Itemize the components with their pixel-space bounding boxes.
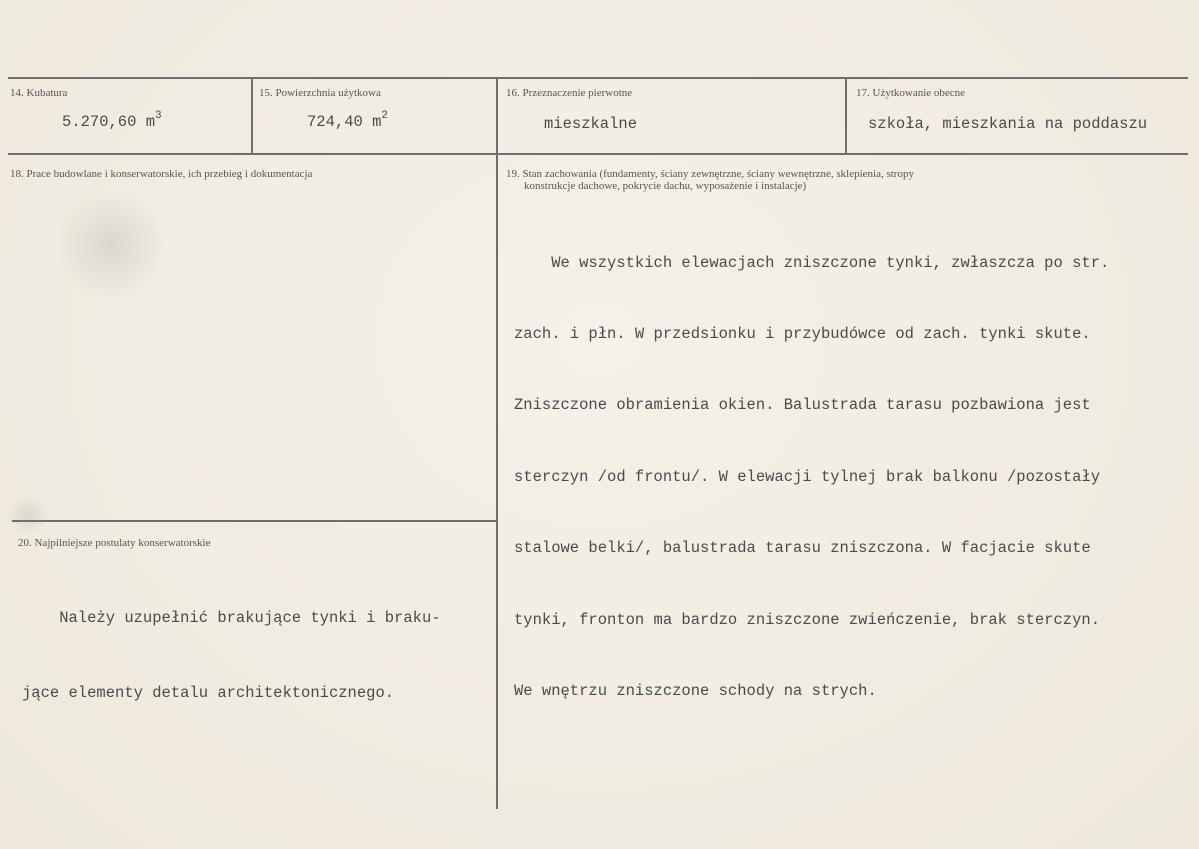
unit-exponent: 3 <box>155 110 162 122</box>
field-14-label: 14. Kubatura <box>10 87 68 99</box>
text-line: sterczyn /od frontu/. W elewacji tylnej brak balkonu /pozostały <box>514 467 1100 486</box>
col-divider <box>496 78 498 809</box>
text-line: Zniszczone obramienia okien. Balustrada tarasu pozbawiona jest <box>514 396 1091 415</box>
text-line: stalowe belki/, balustrada tarasu zniszczona. W facjacie skute <box>514 539 1091 558</box>
field-19-label-line1: 19. Stan zachowania (fundamenty, ściany zewnętrzne, ściany wewnętrzne, sklepienia, stropy <box>506 168 914 180</box>
top-rule <box>8 77 1188 79</box>
col-divider <box>845 78 847 154</box>
row-rule <box>8 153 1188 155</box>
field-14-value <box>62 112 162 131</box>
section-rule <box>12 520 497 522</box>
field-20-text <box>22 556 441 756</box>
area-value: 724,40 m <box>307 113 382 132</box>
text-line: Należy uzupełnić brakujące tynki i braku- <box>22 609 441 627</box>
field-19-label-line2: konstrukcje dachowe, pokrycie dachu, wyposażenie i instalacje) <box>524 180 807 192</box>
kubatura-value: 5.270,60 m <box>62 113 156 132</box>
text-line: We wszystkich elewacjach zniszczone tynki, zwłaszcza po str. <box>514 253 1110 272</box>
unit-exponent: 2 <box>381 110 389 122</box>
col-divider <box>251 78 253 154</box>
field-16-label: 16. Przeznaczenie pierwotne <box>506 87 633 99</box>
stain <box>8 495 48 535</box>
text-line: We wnętrzu zniszczone schody na strych. <box>514 681 877 700</box>
field-15-label: 15. Powierzchnia użytkowa <box>259 87 381 99</box>
field-20-label: 20. Najpilniejsze postulaty konserwatorskie <box>18 537 211 549</box>
field-19-text <box>514 204 1109 751</box>
text-line: zach. i płn. W przedsionku i przybudówce od zach. tynki skute. <box>514 324 1091 343</box>
stain <box>55 190 165 300</box>
field-17-value: szkoła, mieszkania na poddaszu <box>868 115 1148 133</box>
text-line: tynki, fronton ma bardzo zniszczone zwieńczenie, brak sterczyn. <box>514 610 1100 629</box>
field-16-value: mieszkalne <box>544 115 638 133</box>
field-18-label: 18. Prace budowlane i konserwatorskie, ich przebieg i dokumentacja <box>10 168 313 180</box>
text-line: jące elementy detalu architektonicznego. <box>22 684 395 702</box>
field-15-value <box>307 112 388 131</box>
field-17-label: 17. Użytkowanie obecne <box>856 87 966 99</box>
